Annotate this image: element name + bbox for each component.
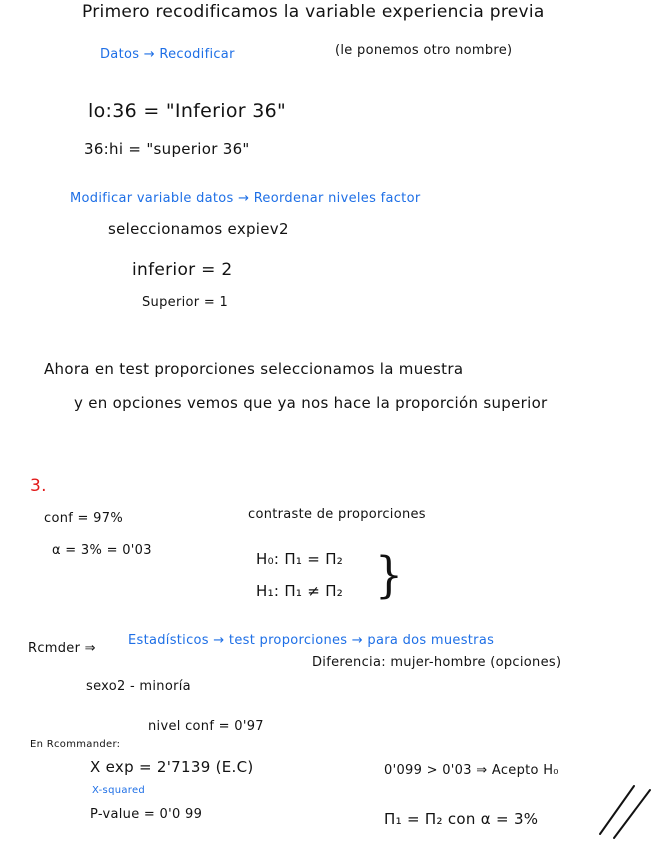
- difference-line: Diferencia: mujer-hombre (opciones): [312, 655, 562, 670]
- rcmdr-label: Rcmder ⇒: [28, 641, 96, 656]
- null-hypothesis: H₀: Π₁ = Π₂: [256, 550, 344, 568]
- p-value-line: P-value = 0'0 99: [90, 807, 203, 822]
- level-inferior: inferior = 2: [132, 260, 233, 280]
- en-rcommander-label: En Rcommander:: [30, 739, 121, 750]
- variable-line: sexo2 - minoría: [86, 679, 191, 694]
- contrast-title: contraste de proporciones: [248, 507, 426, 522]
- section-number: 3.: [30, 476, 47, 496]
- confidence-level: conf = 97%: [44, 511, 123, 526]
- test-proportions-line-1: Ahora en test proporciones seleccionamos la muestra: [44, 360, 464, 378]
- alpha-value: α = 3% = 0'03: [52, 543, 152, 558]
- alternative-hypothesis: H₁: Π₁ ≠ Π₂: [256, 582, 344, 600]
- rcmdr-menu-path: Estadísticos → test proporciones → para dos muestras: [128, 633, 495, 648]
- reorder-menu-path: Modificar variable datos → Reordenar niveles factor: [70, 191, 421, 206]
- chi-squared-expression: X exp = 2'7139 (E.C): [90, 758, 254, 776]
- x-squared-note: X-squared: [92, 785, 146, 796]
- test-proportions-line-2: y en opciones vemos que ya nos hace la proporción superior: [74, 394, 548, 412]
- recode-rule-lo: lo:36 = "Inferior 36": [88, 100, 287, 122]
- recode-rule-hi: 36:hi = "superior 36": [84, 140, 250, 158]
- hypotheses-brace: }: [375, 547, 403, 604]
- select-variable-line: seleccionamos expiev2: [108, 220, 289, 238]
- conclusion-line: Π₁ = Π₂ con α = 3%: [384, 810, 539, 828]
- intro-line: Primero recodificamos la variable experiencia previa: [82, 2, 545, 22]
- recode-note: (le ponemos otro nombre): [335, 43, 513, 58]
- end-slash-mark: [594, 780, 654, 840]
- level-superior: Superior = 1: [142, 295, 229, 310]
- decision-line: 0'099 > 0'03 ⇒ Acepto H₀: [384, 763, 559, 778]
- recode-menu-path: Datos → Recodificar: [100, 47, 235, 62]
- nivel-conf-line: nivel conf = 0'97: [148, 719, 264, 734]
